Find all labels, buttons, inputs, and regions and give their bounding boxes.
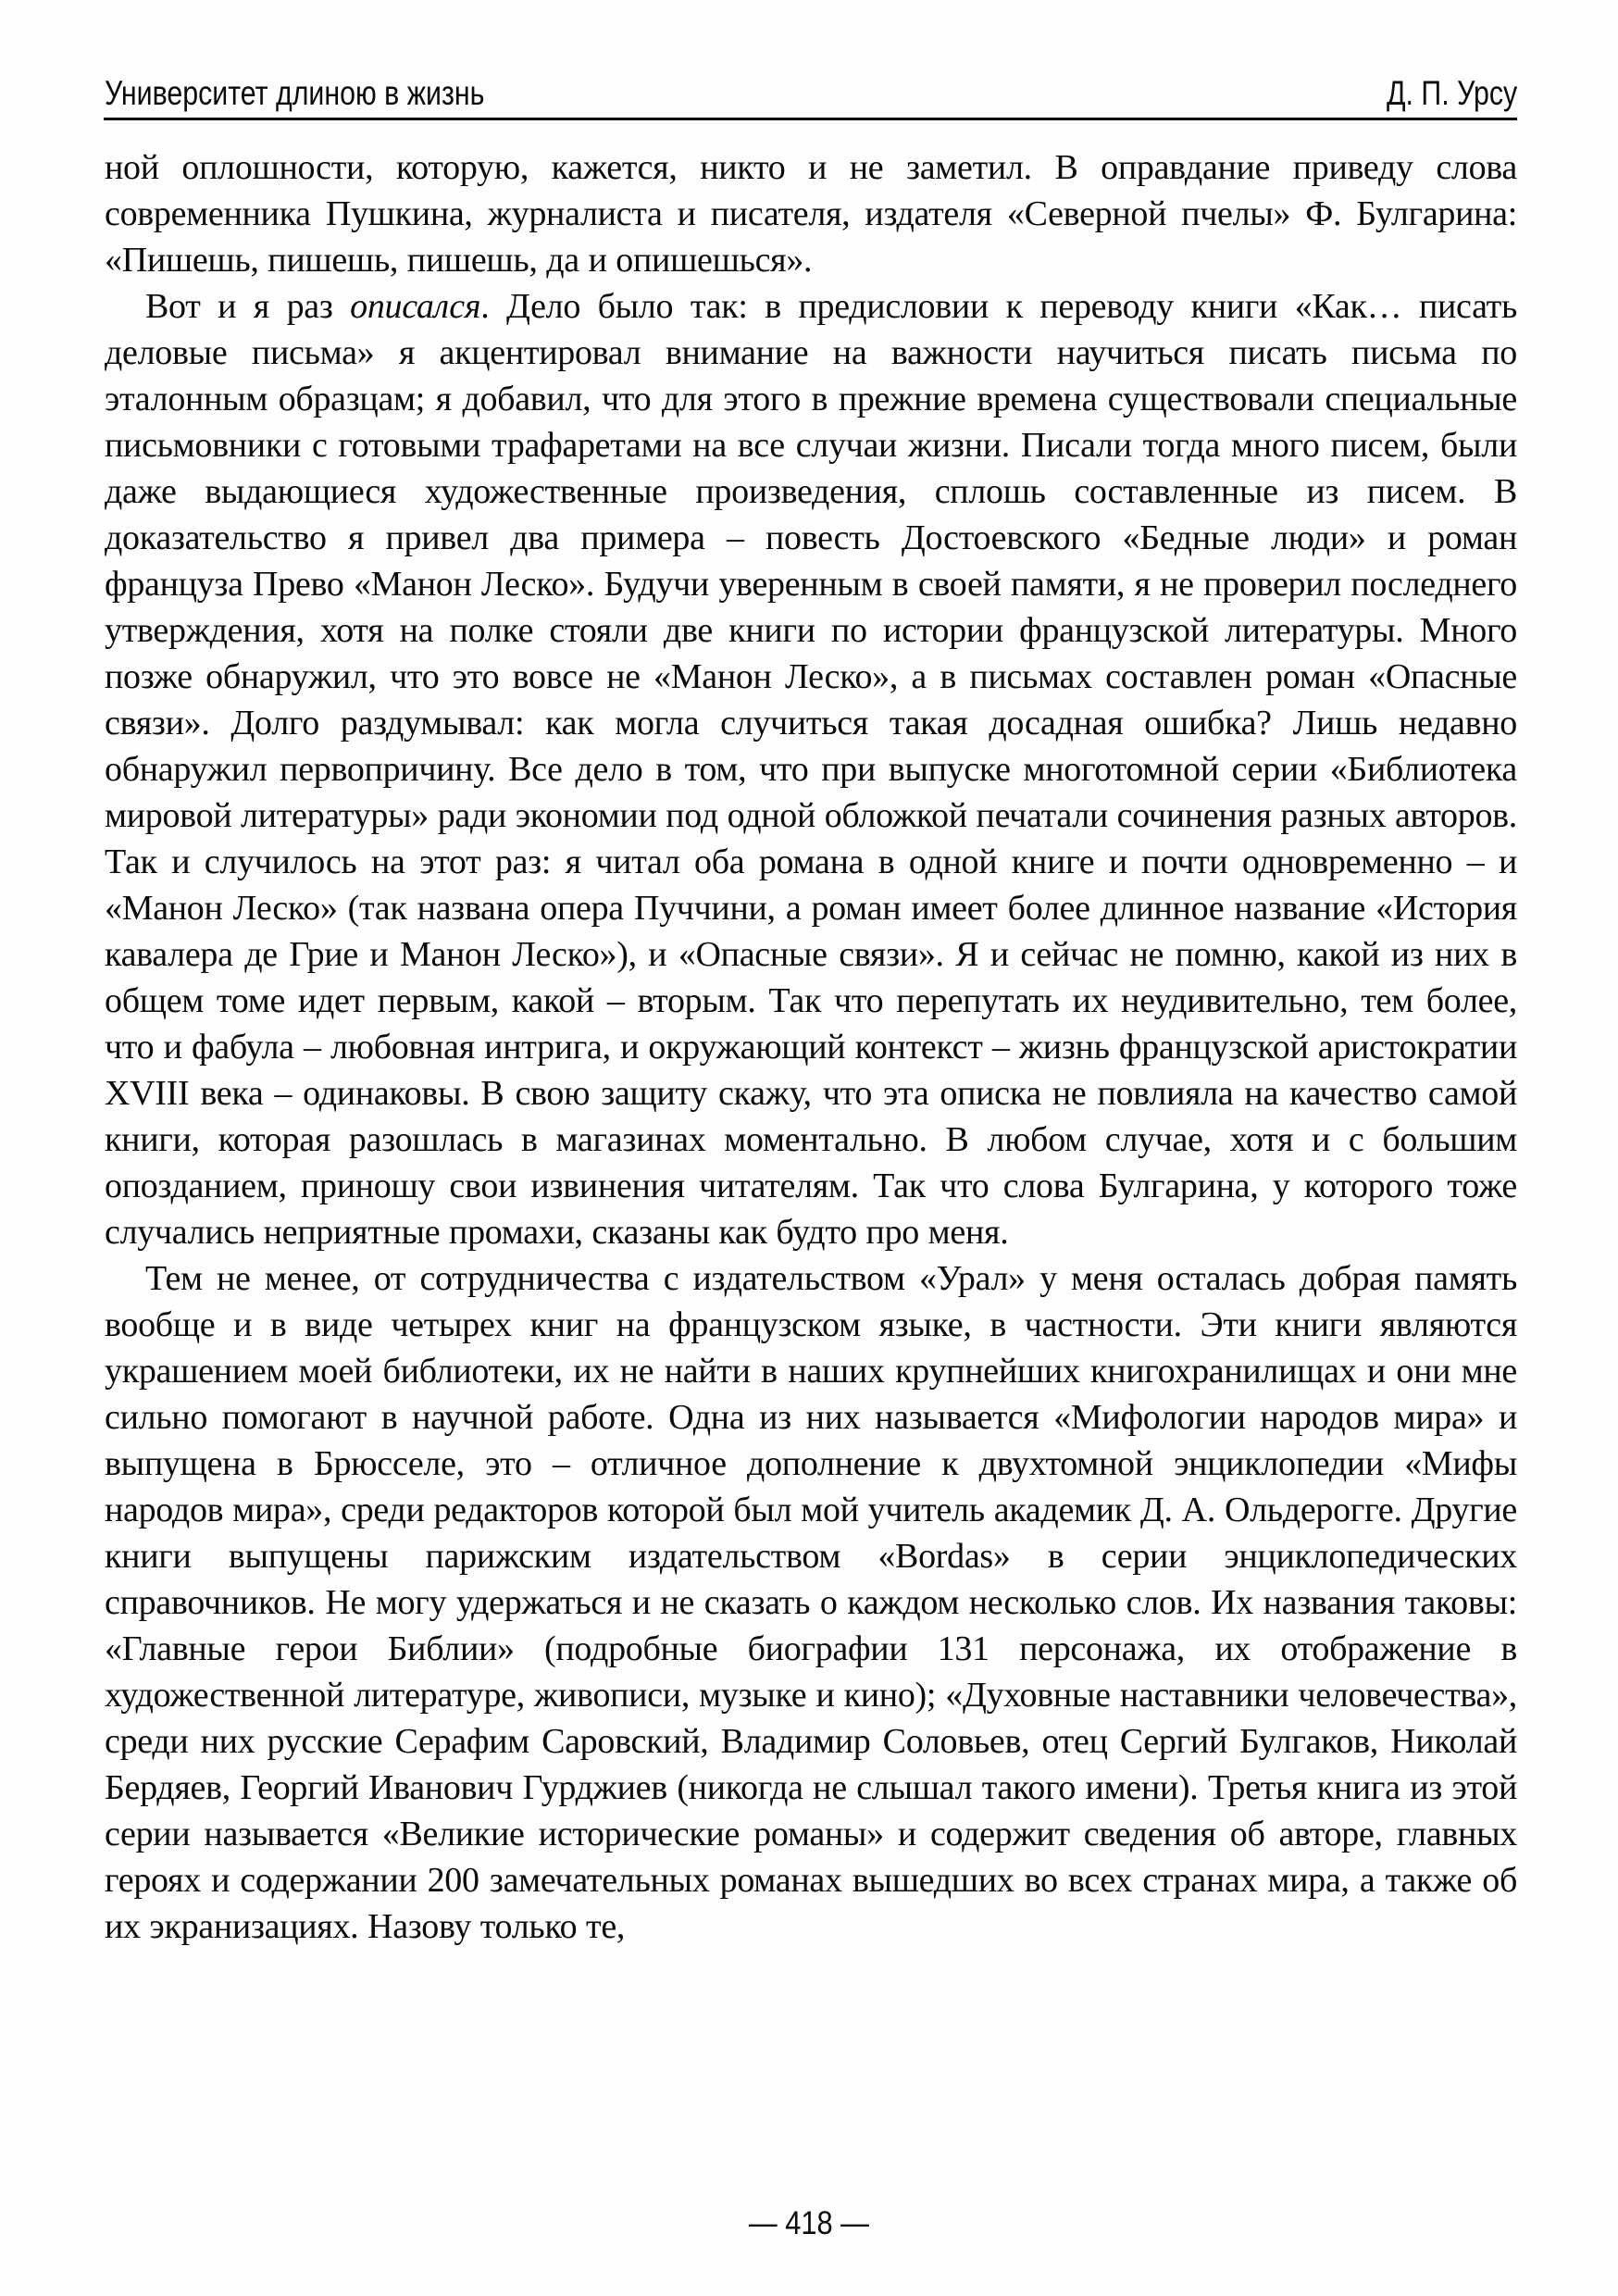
text-run: . Дело было так: в предисловии к переводу книги «Как… писать деловые письма» я акцентировал внимание на важности научиться писать письма по эталонным образцам; я добавил, что для этого в прежние времена существовали специальные письмовники с готовыми трафаретами на все случаи жизни. Писали тогда много писем, были даже выдающиеся художественные произведения, сплошь составленные из писем. В доказательство я привел два примера – повесть Достоевского «Бедные люди» и роман француза Прево «Манон Леско». Будучи уверенным в своей памяти, я не проверил последнего утверждения, хотя на полке стояли две книги по истории французской литературы. Много позже обнаружил, что это вовсе не «Манон Леско», а в письмах составлен роман «Опасные связи». Долго раздумывал: как могла случиться такая досадная ошибка? Лишь недавно обнаружил первопричину. Все дело в том, что при выпуске многотомной серии «Библиотека мировой литературы» ради экономии под одной обложкой печатали сочинения разных авторов. Так и случилось на этот раз: я читал оба романа в одной книге и почти одновременно – и «Манон Леско» (так названа опера Пуччини, а роман имеет более длинное название «История кавалера де Грие и Манон Леско»), и «Опасные связи». Я и сейчас не помню, какой из них в общем томе идет первым, какой – вторым. Так что перепутать их неудивительно, тем более, что и фабула – любовная интрига, и окружающий контекст – жизнь французской аристократии XVIII века – одинаковы. В свою защиту скажу, что эта описка не повлияла на качество самой книги, которая разошлась в магазинах моментально. В любом случае, хотя и с большим опозданием, приношу свои извинения читателям. Так что слова Булгарина, у которого тоже случались неприятные промахи, сказаны как будто про меня. <box>105 287 1517 1252</box>
header-rule <box>104 118 1517 120</box>
running-title: Университет длиною в жизнь <box>105 74 485 112</box>
italic-text-run: описался <box>350 287 481 326</box>
text-run: Вот и я раз <box>145 287 351 326</box>
body-paragraph <box>105 1255 1517 1950</box>
body-paragraph <box>105 144 1517 283</box>
author-name: Д. П. Урсу <box>1386 74 1517 112</box>
page-footer <box>0 2207 1618 2240</box>
page-header <box>105 76 1517 110</box>
text-run: ной оплошности, которую, кажется, никто и не заметил. В оправдание приведу слова современника Пушкина, журналиста и писателя, издателя «Северной пчелы» Ф. Булгарина: «Пишешь, пишешь, пишешь, да и опишешься». <box>105 148 1517 280</box>
page-number: — 418 — <box>748 2205 870 2241</box>
text-run: Тем не менее, от сотрудничества с издательством «Урал» у меня осталась добрая память вообще и в виде четырех книг на французском языке, в частности. Эти книги являются украшением моей библиотеки, их не найти в наших крупнейших книгохранилищах и они мне сильно помогают в научной работе. Одна из них называется «Мифологии народов мира» и выпущена в Брюсселе, это – отличное дополнение к двухтомной энциклопедии «Мифы народов мира», среди редакторов которой был мой учитель академик Д. А. Ольдерогге. Другие книги выпущены парижским издательством «Bordas» в серии энциклопедических справочников. Не могу удержаться и не сказать о каждом несколько слов. Их названия таковы: «Главные герои Библии» (подробные биографии 131 персонажа, их отображение в художественной литературе, живописи, музыке и кино); «Духовные наставники человечества», среди них русские Серафим Саровский, Владимир Соловьев, отец Сергий Булгаков, Николай Бердяев, Георгий Иванович Гурджиев (никогда не слышал такого имени). Третья книга из этой серии называется «Великие исторические романы» и содержит сведения об авторе, главных героях и содержании 200 замечательных романах вышедших во всех странах мира, а также об их экранизациях. Назову только те, <box>105 1259 1517 1946</box>
body-text <box>105 144 1517 1950</box>
body-paragraph <box>105 283 1517 1255</box>
